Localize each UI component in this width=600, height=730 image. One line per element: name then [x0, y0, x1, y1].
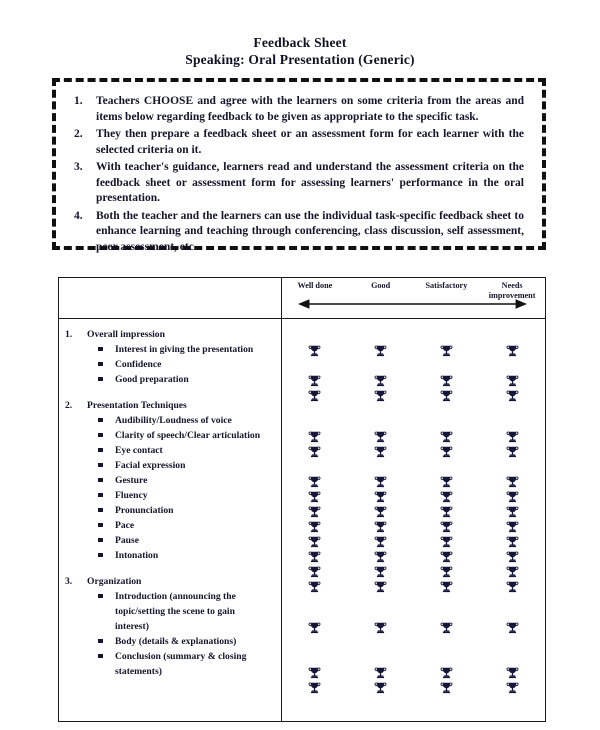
- instruction-number: 3.: [74, 161, 83, 173]
- instruction-text: With teacher's guidance, learners read and understand the assessment criteria on the feedback sheet or assessment form for assessing learners' performance in the oral presentation.: [96, 161, 524, 204]
- criterion-label: Facial expression: [115, 460, 186, 471]
- rating-cell[interactable]: [414, 533, 480, 548]
- rating-row: [282, 473, 545, 488]
- trophy-icon[interactable]: [308, 565, 321, 578]
- rating-row: [282, 503, 545, 518]
- rating-row-filler: [282, 357, 545, 372]
- bullet-square-icon: [63, 649, 115, 664]
- rating-cell[interactable]: [282, 518, 348, 533]
- trophy-icon[interactable]: [308, 475, 321, 488]
- rating-cell[interactable]: [348, 679, 414, 694]
- trophy-icon[interactable]: [374, 681, 387, 694]
- criterion-label: Pace: [115, 520, 135, 531]
- rating-cell[interactable]: [479, 473, 545, 488]
- rating-row-filler: [282, 634, 545, 649]
- trophy-icon[interactable]: [374, 430, 387, 443]
- rating-cell-empty: [282, 649, 348, 664]
- rating-cell-empty: [479, 357, 545, 372]
- criterion-label: Intonation: [115, 550, 159, 561]
- trophy-icon[interactable]: [308, 535, 321, 548]
- rating-cell-empty: [414, 413, 480, 428]
- section-gap: [63, 387, 277, 398]
- rating-cell-empty: [282, 694, 348, 709]
- instruction-text: Teachers CHOOSE and agree with the learners on some criteria from the areas and items below regarding feedback to be given as appropriate to the specific task.: [96, 95, 524, 123]
- trophy-icon[interactable]: [440, 490, 453, 503]
- criterion-row: [63, 634, 277, 649]
- trophy-icon[interactable]: [308, 580, 321, 593]
- trophy-icon[interactable]: [374, 621, 387, 634]
- criterion-row: [63, 589, 277, 634]
- rating-cell[interactable]: [414, 578, 480, 593]
- rating-row-filler: [282, 694, 545, 709]
- rating-cell[interactable]: [348, 518, 414, 533]
- rating-table: [58, 277, 546, 722]
- rating-cell[interactable]: [414, 503, 480, 518]
- trophy-icon[interactable]: [308, 389, 321, 402]
- rating-cell[interactable]: [348, 533, 414, 548]
- rating-cell-empty: [479, 634, 545, 649]
- scale-labels: [282, 278, 545, 300]
- trophy-icon[interactable]: [506, 490, 519, 503]
- criteria-section-heading: [63, 327, 277, 342]
- criterion-row: [63, 533, 277, 548]
- section-title: Presentation Techniques: [87, 400, 187, 411]
- rating-cell[interactable]: [282, 563, 348, 578]
- rating-cell[interactable]: [348, 372, 414, 387]
- rating-cell[interactable]: [479, 387, 545, 402]
- title-line-primary: Feedback Sheet: [253, 35, 347, 50]
- rating-cell[interactable]: [414, 372, 480, 387]
- section-gap-filler: [282, 593, 545, 604]
- rating-cell[interactable]: [414, 548, 480, 563]
- rating-cell-empty: [282, 604, 348, 619]
- scale-column-label: Well done: [297, 281, 333, 290]
- rating-cell[interactable]: [348, 443, 414, 458]
- trophy-icon[interactable]: [374, 490, 387, 503]
- title-line-secondary: Speaking: Oral Presentation (Generic): [185, 52, 415, 67]
- rating-cell[interactable]: [414, 518, 480, 533]
- bullet-square-icon: [63, 372, 115, 387]
- rating-cell-empty: [282, 357, 348, 372]
- rating-cell-empty: [348, 458, 414, 473]
- rating-row: [282, 578, 545, 593]
- bullet-square-icon: [63, 533, 115, 548]
- instruction-item: [66, 160, 526, 207]
- criterion-row: [63, 372, 277, 387]
- rating-cell[interactable]: [479, 679, 545, 694]
- trophy-icon[interactable]: [506, 374, 519, 387]
- bullet-square-icon: [63, 548, 115, 563]
- trophy-icon[interactable]: [308, 621, 321, 634]
- trophy-icon[interactable]: [308, 550, 321, 563]
- rating-row: [282, 533, 545, 548]
- trophy-icon[interactable]: [506, 550, 519, 563]
- criteria-column: [59, 319, 282, 721]
- trophy-icon[interactable]: [374, 580, 387, 593]
- rating-cell-empty: [414, 634, 480, 649]
- trophy-icon[interactable]: [440, 580, 453, 593]
- instruction-number: 4.: [74, 209, 83, 222]
- rating-cell-empty: [479, 458, 545, 473]
- trophy-icon[interactable]: [506, 565, 519, 578]
- rating-cell[interactable]: [414, 664, 480, 679]
- rating-cell[interactable]: [282, 548, 348, 563]
- rating-row: [282, 518, 545, 533]
- criterion-row: [63, 503, 277, 518]
- rating-cell-empty: [414, 604, 480, 619]
- rating-cell-empty: [479, 649, 545, 664]
- rating-cell[interactable]: [414, 679, 480, 694]
- criterion-row: [63, 488, 277, 503]
- trophy-icon[interactable]: [374, 550, 387, 563]
- trophy-icon[interactable]: [374, 475, 387, 488]
- rating-cell[interactable]: [348, 428, 414, 443]
- section-gap: [63, 563, 277, 574]
- criterion-label: Fluency: [115, 490, 148, 501]
- section-title: Organization: [87, 576, 142, 587]
- instruction-item: [66, 209, 526, 256]
- section-title: Overall impression: [87, 329, 165, 340]
- trophy-icon[interactable]: [308, 681, 321, 694]
- rating-cell[interactable]: [479, 518, 545, 533]
- rating-cell-empty: [479, 413, 545, 428]
- page-title: [0, 0, 600, 68]
- criterion-row: [63, 518, 277, 533]
- bullet-square-icon: [63, 458, 115, 473]
- trophy-icon[interactable]: [440, 681, 453, 694]
- bullet-square-icon: [63, 634, 115, 649]
- trophy-icon[interactable]: [506, 621, 519, 634]
- bullet-square-icon: [63, 589, 115, 604]
- scale-column-label: Satisfactory: [425, 281, 468, 290]
- criterion-row: [63, 413, 277, 428]
- instruction-text: They then prepare a feedback sheet or an assessment form for each learner with the selected criteria on it.: [96, 128, 524, 156]
- rating-cell[interactable]: [414, 342, 480, 357]
- trophy-icon[interactable]: [440, 389, 453, 402]
- rating-cell-empty: [479, 604, 545, 619]
- trophy-icon[interactable]: [506, 389, 519, 402]
- trophy-icon[interactable]: [506, 505, 519, 518]
- rating-cell[interactable]: [282, 342, 348, 357]
- rating-cell-empty: [348, 694, 414, 709]
- rating-cell-empty: [348, 604, 414, 619]
- rating-cell-empty: [348, 649, 414, 664]
- instructions-box: [52, 78, 546, 253]
- bullet-square-icon: [63, 428, 115, 443]
- rating-cell[interactable]: [479, 443, 545, 458]
- rating-cell[interactable]: [348, 387, 414, 402]
- rating-cell[interactable]: [479, 372, 545, 387]
- trophy-icon[interactable]: [506, 520, 519, 533]
- scale-column-label: Good: [371, 281, 391, 290]
- rating-cell-empty: [414, 694, 480, 709]
- instruction-item: [66, 127, 526, 158]
- rating-cell[interactable]: [282, 372, 348, 387]
- rating-cell[interactable]: [282, 473, 348, 488]
- trophy-icon[interactable]: [440, 550, 453, 563]
- rating-cell[interactable]: [479, 548, 545, 563]
- rating-cell-empty: [348, 634, 414, 649]
- criteria-section-heading: [63, 574, 277, 589]
- section-number: 1.: [65, 329, 73, 340]
- rating-cell-empty: [414, 357, 480, 372]
- trophy-icon[interactable]: [308, 520, 321, 533]
- rating-row-filler: [282, 458, 545, 473]
- trophy-icon[interactable]: [506, 681, 519, 694]
- trophy-icon[interactable]: [440, 535, 453, 548]
- trophy-icon[interactable]: [506, 430, 519, 443]
- section-number: 3.: [65, 576, 73, 587]
- trophy-icon[interactable]: [374, 520, 387, 533]
- trophy-icon[interactable]: [374, 445, 387, 458]
- rating-row: [282, 679, 545, 694]
- criterion-label: Interest in giving the presentation: [115, 344, 254, 355]
- bullet-square-icon: [63, 503, 115, 518]
- rating-row: [282, 548, 545, 563]
- rating-cell[interactable]: [479, 488, 545, 503]
- trophy-icon[interactable]: [506, 475, 519, 488]
- instruction-number: 1.: [74, 95, 83, 107]
- rating-cell[interactable]: [348, 578, 414, 593]
- instruction-item: [66, 94, 526, 125]
- ratings-column: [282, 319, 545, 721]
- rating-cell[interactable]: [479, 578, 545, 593]
- trophy-icon[interactable]: [440, 666, 453, 679]
- criterion-row: [63, 443, 277, 458]
- criterion-label: Pronunciation: [115, 505, 174, 516]
- rating-cell[interactable]: [479, 664, 545, 679]
- rating-cell[interactable]: [414, 619, 480, 634]
- rating-row: [282, 563, 545, 578]
- rating-cell[interactable]: [282, 443, 348, 458]
- criterion-row: [63, 458, 277, 473]
- bullet-square-icon: [63, 443, 115, 458]
- rating-row: [282, 372, 545, 387]
- trophy-icon[interactable]: [440, 445, 453, 458]
- rating-cell[interactable]: [348, 342, 414, 357]
- rating-cell-empty: [414, 649, 480, 664]
- section-gap-filler: [282, 402, 545, 413]
- trophy-icon[interactable]: [374, 374, 387, 387]
- criterion-row: [63, 342, 277, 357]
- rating-cell[interactable]: [348, 503, 414, 518]
- rating-row: [282, 443, 545, 458]
- criterion-row: [63, 548, 277, 563]
- rating-cell[interactable]: [479, 619, 545, 634]
- rating-cell[interactable]: [348, 548, 414, 563]
- rating-cell-empty: [282, 634, 348, 649]
- criteria-header-cell: [59, 278, 282, 318]
- rating-row: [282, 428, 545, 443]
- trophy-icon[interactable]: [440, 344, 453, 357]
- rating-cell[interactable]: [479, 342, 545, 357]
- double-headed-arrow-icon: [298, 298, 527, 310]
- bullet-square-icon: [63, 413, 115, 428]
- rating-cell-empty: [282, 458, 348, 473]
- rating-cell[interactable]: [282, 428, 348, 443]
- criterion-label: Conclusion (summary & closing statements): [115, 651, 247, 677]
- trophy-icon[interactable]: [308, 445, 321, 458]
- trophy-icon[interactable]: [374, 666, 387, 679]
- criterion-row: [63, 428, 277, 443]
- scale-column-label: Needs improvement: [488, 281, 536, 300]
- rating-cell[interactable]: [282, 664, 348, 679]
- trophy-icon[interactable]: [440, 505, 453, 518]
- rating-cell-empty: [414, 458, 480, 473]
- bullet-square-icon: [63, 342, 115, 357]
- trophy-icon[interactable]: [440, 520, 453, 533]
- rating-cell[interactable]: [414, 428, 480, 443]
- bullet-square-icon: [63, 518, 115, 533]
- criterion-label: Gesture: [115, 475, 148, 486]
- criterion-label: Body (details & explanations): [115, 636, 237, 647]
- criterion-label: Pause: [115, 535, 139, 546]
- criterion-label: Eye contact: [115, 445, 163, 456]
- rating-cell[interactable]: [348, 664, 414, 679]
- trophy-icon[interactable]: [440, 621, 453, 634]
- rating-cell[interactable]: [479, 533, 545, 548]
- trophy-icon[interactable]: [440, 430, 453, 443]
- rating-cell-empty: [348, 327, 414, 342]
- trophy-icon[interactable]: [308, 374, 321, 387]
- rating-row-filler: [282, 649, 545, 664]
- trophy-icon[interactable]: [308, 666, 321, 679]
- trophy-icon[interactable]: [308, 344, 321, 357]
- rating-cell-empty: [348, 413, 414, 428]
- trophy-icon[interactable]: [374, 535, 387, 548]
- trophy-icon[interactable]: [440, 565, 453, 578]
- trophy-icon[interactable]: [308, 430, 321, 443]
- criterion-label: Confidence: [115, 359, 162, 370]
- rating-cell[interactable]: [414, 488, 480, 503]
- rating-cell[interactable]: [282, 578, 348, 593]
- rating-cell-empty: [479, 694, 545, 709]
- rating-cell[interactable]: [414, 443, 480, 458]
- section-number: 2.: [65, 400, 73, 411]
- criterion-row: [63, 649, 277, 679]
- instructions-list: [56, 82, 542, 263]
- rating-row-filler: [282, 327, 545, 342]
- rating-row: [282, 664, 545, 679]
- rating-cell[interactable]: [479, 503, 545, 518]
- trophy-icon[interactable]: [506, 580, 519, 593]
- trophy-icon[interactable]: [440, 374, 453, 387]
- rating-row: [282, 387, 545, 402]
- rating-cell[interactable]: [282, 533, 348, 548]
- rating-cell[interactable]: [348, 473, 414, 488]
- rating-cell[interactable]: [282, 503, 348, 518]
- rating-cell-empty: [282, 413, 348, 428]
- rating-row: [282, 619, 545, 634]
- instruction-text: Both the teacher and the learners can use the individual task-specific feedback sheet to enhance learning and teaching through conferencing, class discussion, self assessment, peer assessment, etc.: [96, 209, 524, 253]
- trophy-icon[interactable]: [308, 505, 321, 518]
- trophy-icon[interactable]: [374, 505, 387, 518]
- instruction-number: 2.: [74, 128, 83, 140]
- criterion-label: Audibility/Loudness of voice: [115, 415, 232, 426]
- rating-cell-empty: [348, 357, 414, 372]
- criteria-section-heading: [63, 398, 277, 413]
- trophy-icon[interactable]: [374, 565, 387, 578]
- rating-row-filler: [282, 413, 545, 428]
- rating-cell[interactable]: [282, 387, 348, 402]
- rating-cell[interactable]: [348, 619, 414, 634]
- criterion-row: [63, 473, 277, 488]
- criterion-label: Introduction (announcing the topic/setting the scene to gain interest): [115, 591, 236, 632]
- rating-table-header: [59, 278, 545, 319]
- rating-cell[interactable]: [414, 387, 480, 402]
- trophy-icon[interactable]: [506, 344, 519, 357]
- rating-cell-empty: [414, 327, 480, 342]
- criterion-row: [63, 357, 277, 372]
- rating-row: [282, 488, 545, 503]
- rating-cell[interactable]: [348, 563, 414, 578]
- trophy-icon[interactable]: [506, 535, 519, 548]
- rating-cell[interactable]: [479, 563, 545, 578]
- rating-cell[interactable]: [282, 619, 348, 634]
- rating-cell-empty: [282, 327, 348, 342]
- scale-header-cell: [282, 278, 545, 318]
- criterion-label: Clarity of speech/Clear articulation: [115, 430, 261, 441]
- rating-cell[interactable]: [414, 473, 480, 488]
- rating-cell[interactable]: [414, 563, 480, 578]
- bullet-square-icon: [63, 473, 115, 488]
- trophy-icon[interactable]: [308, 490, 321, 503]
- rating-cell[interactable]: [282, 679, 348, 694]
- trophy-icon[interactable]: [374, 389, 387, 402]
- rating-cell[interactable]: [348, 488, 414, 503]
- rating-row: [282, 342, 545, 357]
- trophy-icon[interactable]: [506, 666, 519, 679]
- bullet-square-icon: [63, 357, 115, 372]
- trophy-icon[interactable]: [506, 445, 519, 458]
- rating-table-body: [59, 319, 545, 721]
- rating-cell[interactable]: [282, 488, 348, 503]
- trophy-icon[interactable]: [374, 344, 387, 357]
- criterion-label: Good preparation: [115, 374, 189, 385]
- rating-row-filler: [282, 604, 545, 619]
- rating-cell[interactable]: [479, 428, 545, 443]
- bullet-square-icon: [63, 488, 115, 503]
- trophy-icon[interactable]: [440, 475, 453, 488]
- rating-cell-empty: [479, 327, 545, 342]
